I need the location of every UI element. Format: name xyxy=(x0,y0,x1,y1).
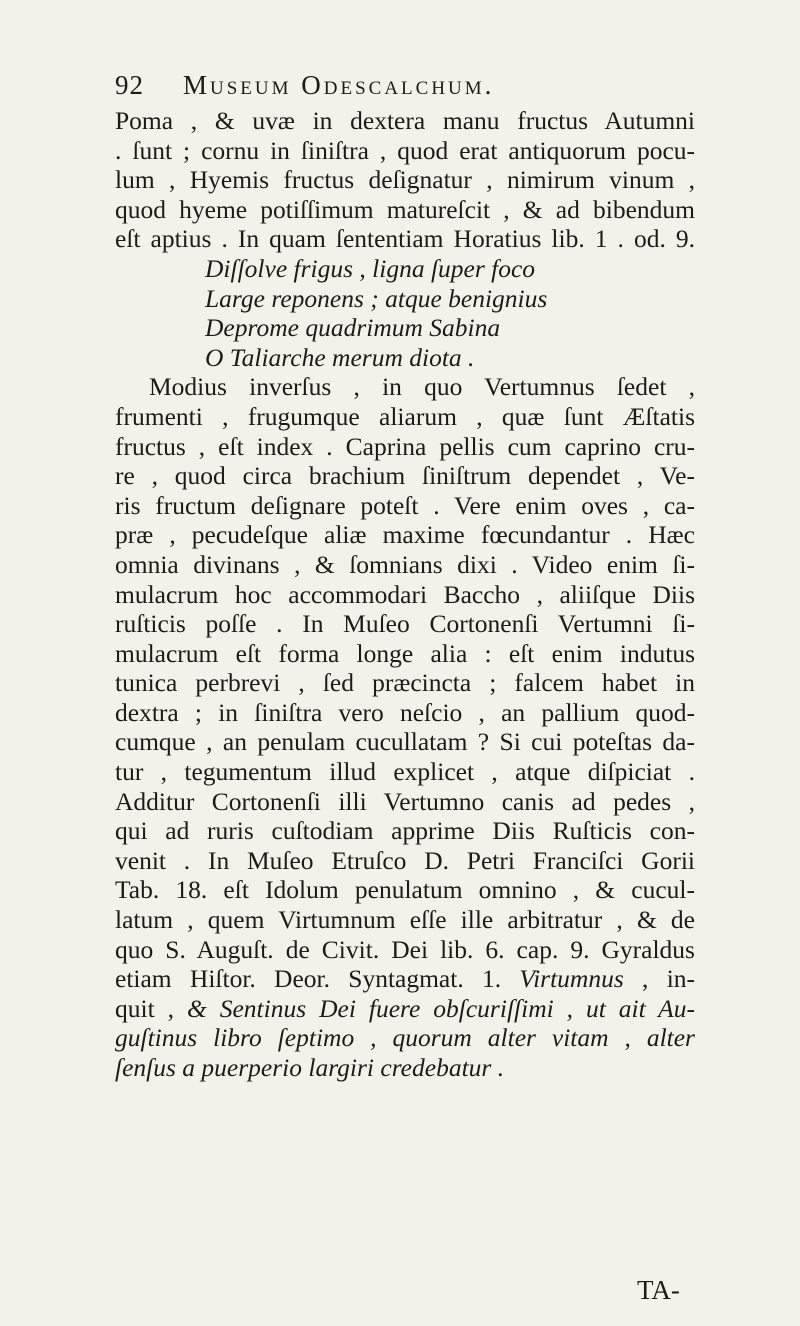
text-roman: etiam Hiſtor. Deor. Syntagmat. 1. xyxy=(115,964,502,994)
page-number: 92 xyxy=(115,70,144,100)
text-italic: Virtumnus xyxy=(519,964,624,994)
text-line-italic: ſenſus a puerperio largiri credebatur . xyxy=(115,1053,505,1082)
text-line: præ , pecudeſque aliæ maxime fœcundantur . Hæc xyxy=(115,520,695,550)
text-line: Additur Cortonenſi illi Vertumno canis ad pedes , xyxy=(115,786,695,816)
text-line: . ſunt ; cornu in ſiniſtra , quod erat antiquorum pocu- xyxy=(115,135,695,165)
text-line: mulacrum hoc accommodari Baccho , aliiſque Diis xyxy=(115,579,695,609)
verse-line: Deprome quadrimum Sabina xyxy=(205,313,501,343)
text-line: venit . In Muſeo Etruſco D. Petri Franciſci Gorii xyxy=(115,845,695,875)
text-line: qui ad ruris cuſtodiam apprime Diis Ruſticis con- xyxy=(115,816,695,846)
text-line: quod hyeme potiſſimum matureſcit , & ad bibendum xyxy=(115,194,695,224)
text-line: Tab. 18. eſt Idolum penulatum omnino , & cucul- xyxy=(115,875,695,905)
text-line: Poma , & uvæ in dextera manu fructus Autumni xyxy=(115,106,695,135)
text-line: tur , tegumentum illud explicet , atque diſpiciat . xyxy=(115,757,695,787)
text-line: latum , quem Virtumnum eſſe ille arbitratur , & de xyxy=(115,905,695,935)
page-header xyxy=(115,70,715,106)
text-italic: & Sentinus Dei fuere obſcuriſſimi , ut ait Au- xyxy=(186,993,695,1023)
catchword: TA- xyxy=(637,1275,680,1305)
text-line-mixed xyxy=(115,964,695,994)
text-line: eſt aptius . In quam ſententiam Horatius lib. 1 . od. 9. xyxy=(115,224,695,254)
text-line: quo S. Auguſt. de Civit. Dei lib. 6. cap. 9. Gyraldus xyxy=(115,934,695,964)
text-roman: , in- xyxy=(642,964,696,994)
text-line: mulacrum eſt forma longe alia : eſt enim indutus xyxy=(115,638,695,668)
text-line: ruſticis poſſe . In Muſeo Cortonenſi Vertumni ſi- xyxy=(115,609,695,639)
text-line-italic: guſtinus libro ſeptimo , quorum alter vitam , alter xyxy=(115,1023,695,1053)
text-line: frumenti , frugumque aliarum , quæ ſunt Æſtatis xyxy=(115,401,695,431)
text-line: lum , Hyemis fructus deſignatur , nimirum vinum , xyxy=(115,165,695,195)
running-title: Museum Odescalchum. xyxy=(183,70,495,100)
text-line: Modius inverſus , in quo Vertumnus ſedet , xyxy=(149,372,695,402)
verse-line: O Taliarche merum diota . xyxy=(205,342,475,372)
text-line: dextra ; in ſiniſtra vero neſcio , an pallium quod- xyxy=(115,697,695,727)
text-line: omnia divinans , & ſomnians dixi . Video enim ſi- xyxy=(115,549,695,579)
verse-line: Diſſolve frigus , ligna ſuper foco xyxy=(205,253,536,283)
text-roman: quit , xyxy=(115,993,174,1023)
text-line: tunica perbrevi , ſed præcincta ; falcem habet in xyxy=(115,668,695,698)
text-line: re , quod circa brachium ſiniſtrum dependet , Ve- xyxy=(115,461,695,491)
text-line: ris fructum deſignare poteſt . Vere enim oves , ca- xyxy=(115,490,695,520)
verse-line: Large reponens ; atque benignius xyxy=(205,283,548,313)
body-text xyxy=(115,106,695,1083)
text-line: fructus , eſt index . Caprina pellis cum caprino cru- xyxy=(115,431,695,461)
text-line-mixed xyxy=(115,994,695,1024)
text-line: cumque , an penulam cucullatam ? Si cui poteſtas da- xyxy=(115,727,695,757)
